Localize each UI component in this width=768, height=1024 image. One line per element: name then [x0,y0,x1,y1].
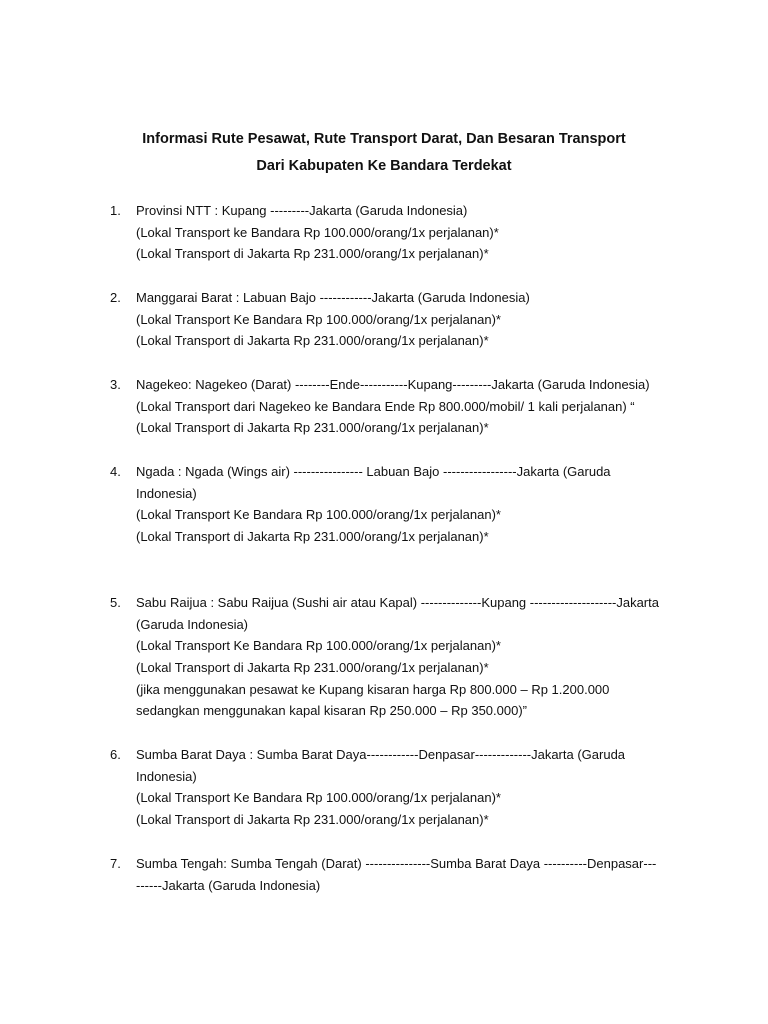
item-line: (Lokal Transport ke Bandara Rp 100.000/orang/1x perjalanan)* [136,224,499,240]
title-line-2: Dari Kabupaten Ke Bandara Terdekat [256,158,512,174]
item-line: Sumba Tengah: Sumba Tengah (Darat) ---------------Sumba Barat Daya ----------Denpasar--- [136,856,657,871]
item-line: Indonesia) [136,485,197,501]
item-line: (Lokal Transport di Jakarta Rp 231.000/orang/1x perjalanan)* [136,333,489,349]
item-text [136,287,696,352]
item-text [136,744,696,831]
item-line: Provinsi NTT : Kupang ---------Jakarta (Garuda Indonesia) [136,203,468,218]
item-line: Sabu Raijua : Sabu Raijua (Sushi air atau Kapal) --------------Kupang --------------------Jakarta [136,595,659,610]
item-line: (Lokal Transport Ke Bandara Rp 100.000/orang/1x perjalanan)* [136,311,501,327]
item-line: Nagekeo: Nagekeo (Darat) --------Ende-----------Kupang---------Jakarta (Garuda Indonesia) [136,377,650,392]
item-text [136,853,696,896]
item-line: Indonesia) [136,768,197,784]
item-line: (Lokal Transport di Jakarta Rp 231.000/orang/1x perjalanan)* [136,660,489,676]
item-line: (Garuda Indonesia) [136,616,249,632]
item-line: (Lokal Transport di Jakarta Rp 231.000/orang/1x perjalanan)* [136,420,489,436]
document-title [0,126,768,180]
item-text [136,461,696,548]
item-line: (Lokal Transport di Jakarta Rp 231.000/orang/1x perjalanan)* [136,529,489,545]
item-number: 7. [110,856,121,871]
item-text [136,592,696,722]
item-number: 3. [110,377,121,392]
item-line: sedangkan menggunakan kapal kisaran Rp 250.000 – Rp 350.000)” [136,703,527,719]
item-number: 1. [110,203,121,218]
item-line: (Lokal Transport Ke Bandara Rp 100.000/orang/1x perjalanan)* [136,790,501,806]
item-number: 6. [110,747,121,762]
item-line: Manggarai Barat : Labuan Bajo ------------Jakarta (Garuda Indonesia) [136,290,530,305]
item-line: (Lokal Transport dari Nagekeo ke Bandara Ende Rp 800.000/mobil/ 1 kali perjalanan) “ [136,398,635,414]
item-number: 5. [110,595,121,610]
item-text [136,374,696,439]
item-number: 2. [110,290,121,305]
item-line: (Lokal Transport Ke Bandara Rp 100.000/orang/1x perjalanan)* [136,638,501,654]
item-line: (jika menggunakan pesawat ke Kupang kisaran harga Rp 800.000 – Rp 1.200.000 [136,681,610,697]
item-line: (Lokal Transport di Jakarta Rp 231.000/orang/1x perjalanan)* [136,812,489,828]
item-line: Ngada : Ngada (Wings air) ---------------- Labuan Bajo -----------------Jakarta (Garuda [136,464,611,479]
item-line: (Lokal Transport di Jakarta Rp 231.000/orang/1x perjalanan)* [136,246,489,262]
item-line: (Lokal Transport Ke Bandara Rp 100.000/orang/1x perjalanan)* [136,507,501,523]
item-number: 4. [110,464,121,479]
item-line: ------Jakarta (Garuda Indonesia) [136,877,321,893]
item-text [136,200,696,265]
title-line-1: Informasi Rute Pesawat, Rute Transport Darat, Dan Besaran Transport [142,131,626,147]
item-line: Sumba Barat Daya : Sumba Barat Daya------------Denpasar-------------Jakarta (Garuda [136,747,626,762]
